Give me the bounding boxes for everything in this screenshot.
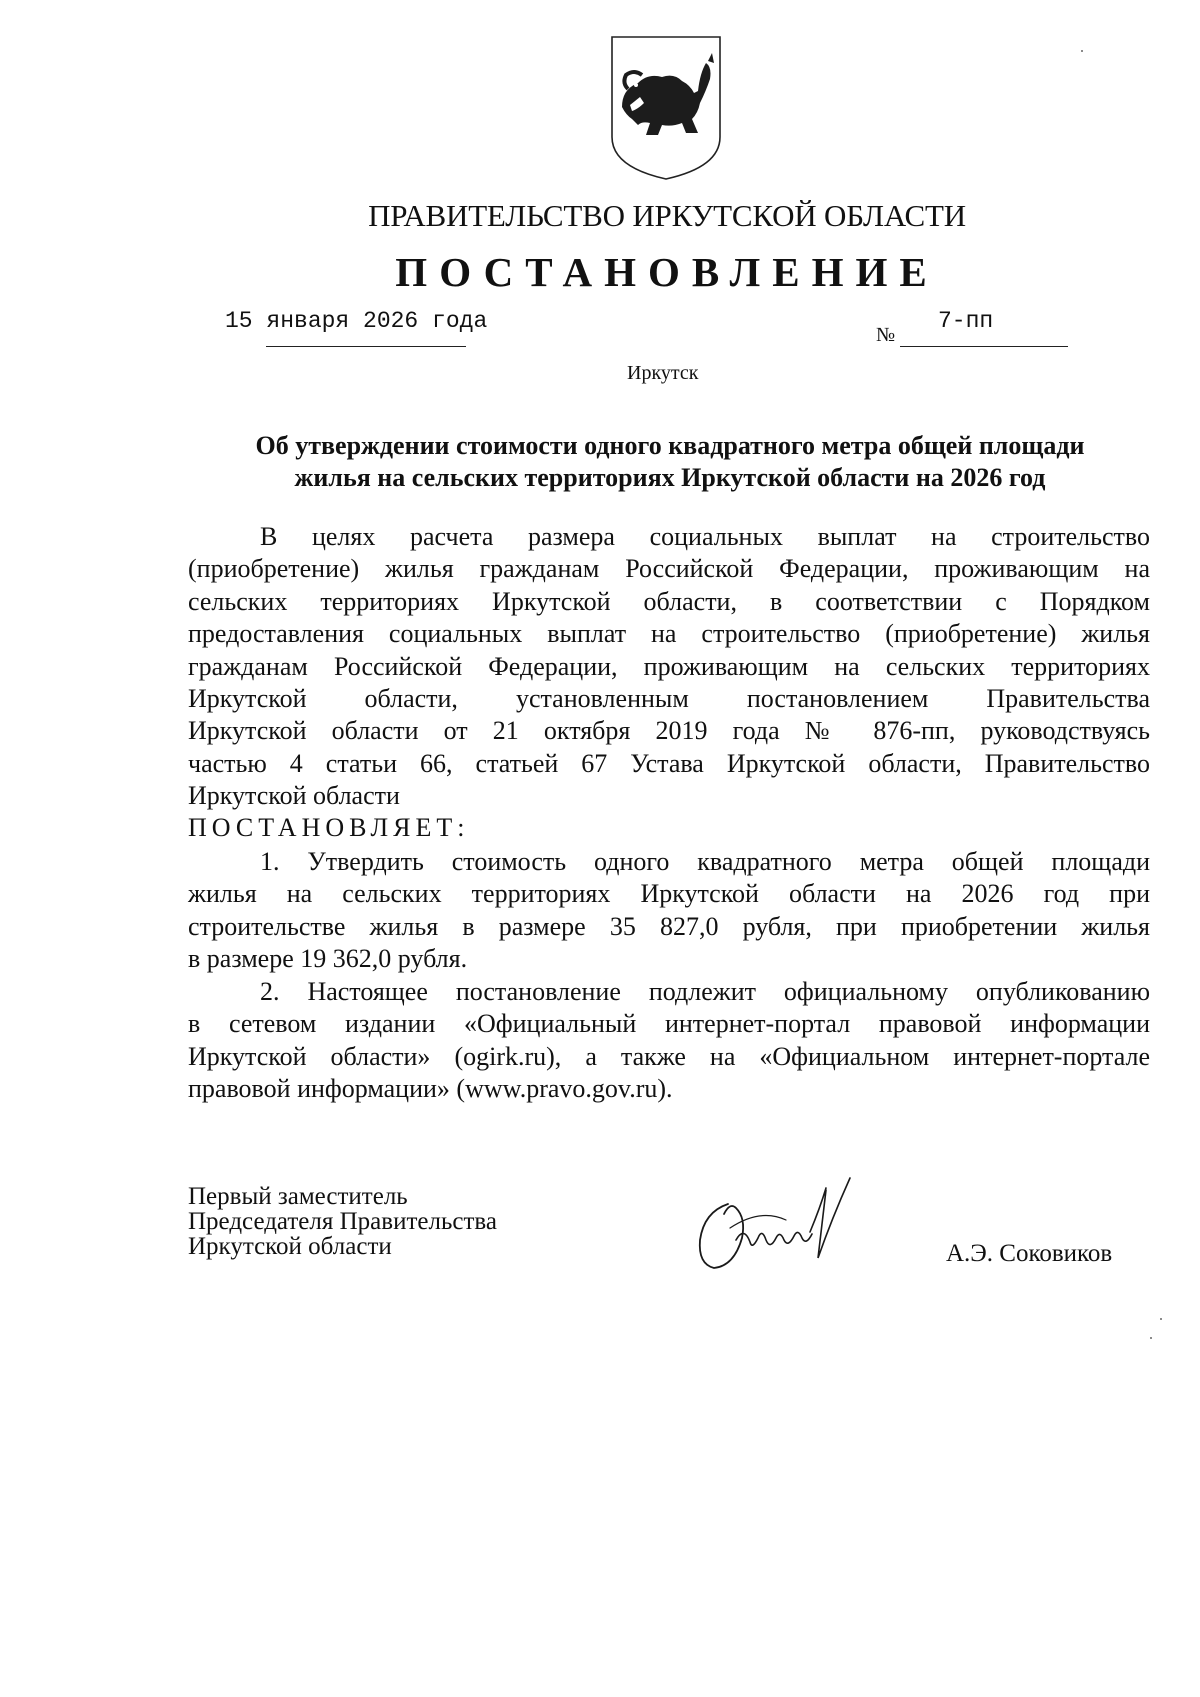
scan-speck [1160, 1318, 1162, 1320]
position-line: Первый заместитель [188, 1183, 408, 1210]
text-line: (приобретение) жилья гражданам Российской Федерации, проживающим на [188, 554, 1150, 584]
decree-item-2 [188, 976, 1150, 1106]
document-date: 15 января 2026 года [225, 308, 488, 334]
document-type: ПОСТАНОВЛЕНИЕ [395, 249, 939, 295]
text-line: в размере 19 362,0 рубля. [188, 944, 468, 974]
text-line: строительстве жилья в размере 35 827,0 рубля, при приобретении жилья [188, 911, 1150, 941]
scan-speck [1081, 50, 1083, 52]
text-line: Иркутской области от 21 октября 2019 года № 876-пп, руководствуясь [188, 716, 1150, 746]
document-title [180, 430, 1160, 494]
position-line: Иркутской области [188, 1233, 392, 1260]
text-line: Иркутской области, установленным постановлением Правительства [188, 683, 1150, 713]
text-line: частью 4 статьи 66, статьей 67 Устава Иркутской области, Правительство [188, 748, 1150, 778]
title-line: Об утверждении стоимости одного квадратного метра общей площади [255, 431, 1085, 460]
text-line: в сетевом издании «Официальный интернет-портал правовой информации [188, 1009, 1150, 1039]
signer-name: А.Э. Соковиков [946, 1240, 1113, 1267]
number-sign: № [876, 324, 896, 346]
title-line: жилья на сельских территориях Иркутской области на 2026 год [294, 463, 1046, 492]
city-name: Иркутск [627, 362, 699, 384]
irkutsk-coat-of-arms-icon [608, 33, 724, 183]
position-line: Председателя Правительства [188, 1208, 497, 1235]
text-line: жилья на сельских территориях Иркутской области на 2026 год при [188, 879, 1150, 909]
preamble-paragraph [188, 521, 1150, 813]
text-line: правовой информации» (www.pravo.gov.ru). [188, 1074, 673, 1104]
text-line: сельских территориях Иркутской области, в соответствии с Порядком [188, 586, 1150, 616]
text-line: 1. Утвердить стоимость одного квадратного метра общей площади [260, 847, 1150, 876]
text-line: В целях расчета размера социальных выплат на строительство [260, 522, 1150, 551]
text-line: гражданам Российской Федерации, проживающим на сельских территориях [188, 651, 1150, 681]
text-line: Иркутской области [188, 781, 400, 811]
handwritten-signature [690, 1168, 920, 1280]
date-underline [266, 346, 466, 347]
text-line: Иркутской области» (ogirk.ru), а также на «Официальном интернет-портале [188, 1041, 1150, 1071]
decree-word: ПОСТАНОВЛЯЕТ: [188, 813, 470, 842]
signer-position [188, 1184, 497, 1259]
text-line: 2. Настоящее постановление подлежит официальному опубликованию [260, 977, 1150, 1006]
decree-item-1 [188, 846, 1150, 976]
organization-name: ПРАВИТЕЛЬСТВО ИРКУТСКОЙ ОБЛАСТИ [368, 198, 966, 233]
number-underline [900, 346, 1068, 347]
document-number: 7-пп [938, 308, 994, 334]
text-line: предоставления социальных выплат на строительство (приобретение) жилья [188, 619, 1150, 649]
scan-speck [1150, 1337, 1152, 1339]
